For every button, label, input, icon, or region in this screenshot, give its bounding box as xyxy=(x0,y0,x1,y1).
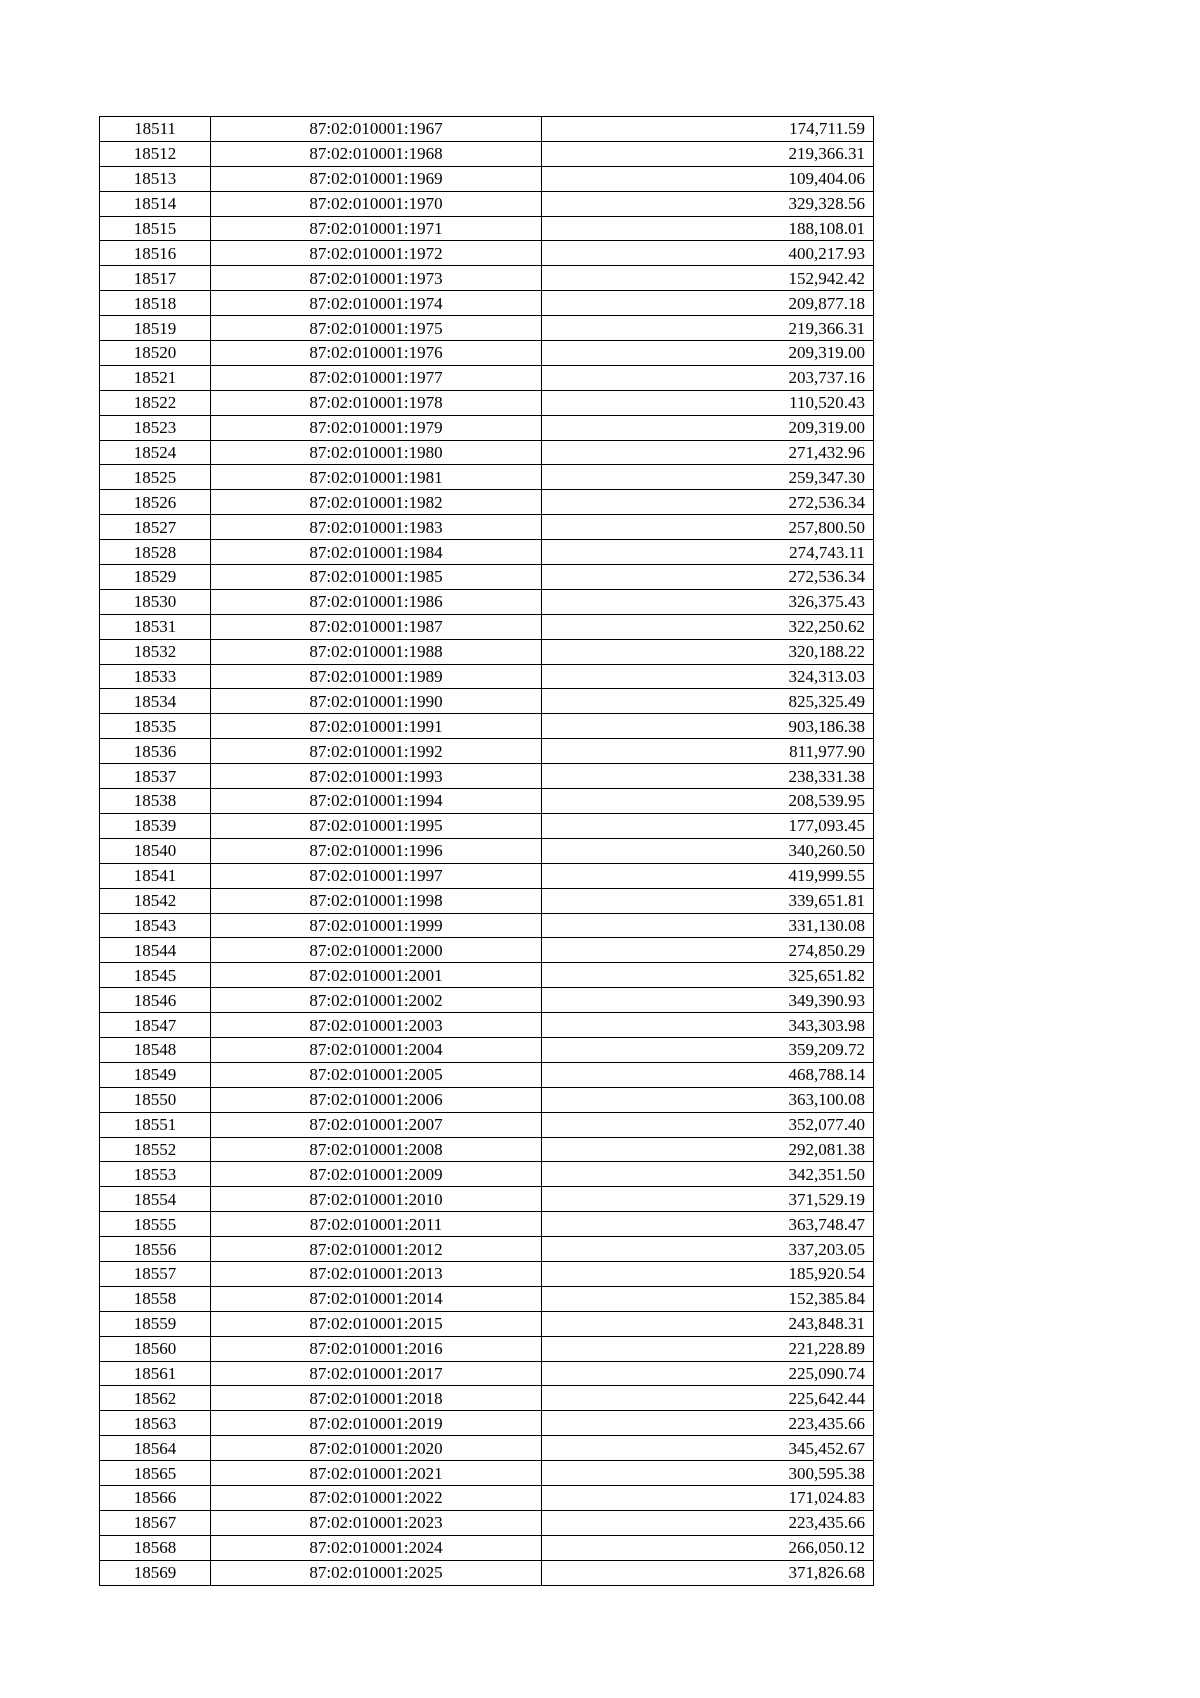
cadastral-value-cell: 152,385.84 xyxy=(542,1286,874,1311)
row-number-cell: 18558 xyxy=(100,1286,211,1311)
row-number-cell: 18511 xyxy=(100,117,211,142)
row-number-cell: 18561 xyxy=(100,1361,211,1386)
cadastral-number-cell: 87:02:010001:1976 xyxy=(211,341,542,366)
table-row xyxy=(100,988,874,1013)
table-row xyxy=(100,341,874,366)
table-row xyxy=(100,1212,874,1237)
row-number-cell: 18537 xyxy=(100,764,211,789)
cadastral-number-cell: 87:02:010001:1983 xyxy=(211,515,542,540)
cadastral-value-cell: 339,651.81 xyxy=(542,888,874,913)
cadastral-number-cell: 87:02:010001:2025 xyxy=(211,1560,542,1585)
table-row xyxy=(100,938,874,963)
table-row xyxy=(100,913,874,938)
table-row xyxy=(100,888,874,913)
cadastral-number-cell: 87:02:010001:1994 xyxy=(211,789,542,814)
cadastral-value-cell: 219,366.31 xyxy=(542,316,874,341)
row-number-cell: 18552 xyxy=(100,1137,211,1162)
table-row xyxy=(100,1411,874,1436)
table-row xyxy=(100,415,874,440)
row-number-cell: 18542 xyxy=(100,888,211,913)
cadastral-number-cell: 87:02:010001:2010 xyxy=(211,1187,542,1212)
cadastral-number-cell: 87:02:010001:2011 xyxy=(211,1212,542,1237)
row-number-cell: 18546 xyxy=(100,988,211,1013)
table-row xyxy=(100,1461,874,1486)
row-number-cell: 18524 xyxy=(100,440,211,465)
table-row xyxy=(100,1386,874,1411)
row-number-cell: 18528 xyxy=(100,540,211,565)
row-number-cell: 18548 xyxy=(100,1037,211,1062)
row-number-cell: 18551 xyxy=(100,1112,211,1137)
cadastral-value-cell: 349,390.93 xyxy=(542,988,874,1013)
cadastral-value-cell: 238,331.38 xyxy=(542,764,874,789)
cadastral-value-cell: 257,800.50 xyxy=(542,515,874,540)
cadastral-number-cell: 87:02:010001:2003 xyxy=(211,1013,542,1038)
cadastral-number-cell: 87:02:010001:1990 xyxy=(211,689,542,714)
cadastral-number-cell: 87:02:010001:2002 xyxy=(211,988,542,1013)
table-row xyxy=(100,117,874,142)
cadastral-number-cell: 87:02:010001:1995 xyxy=(211,813,542,838)
row-number-cell: 18517 xyxy=(100,266,211,291)
cadastral-number-cell: 87:02:010001:2001 xyxy=(211,963,542,988)
cadastral-value-cell: 903,186.38 xyxy=(542,714,874,739)
cadastral-value-cell: 266,050.12 xyxy=(542,1535,874,1560)
row-number-cell: 18527 xyxy=(100,515,211,540)
cadastral-number-cell: 87:02:010001:1970 xyxy=(211,191,542,216)
table-row xyxy=(100,440,874,465)
table-row xyxy=(100,1037,874,1062)
table-row xyxy=(100,540,874,565)
table-row xyxy=(100,1436,874,1461)
table-row xyxy=(100,166,874,191)
cadastral-value-cell: 174,711.59 xyxy=(542,117,874,142)
cadastral-number-cell: 87:02:010001:2020 xyxy=(211,1436,542,1461)
table-row xyxy=(100,490,874,515)
cadastral-value-table xyxy=(99,116,874,1586)
table-row xyxy=(100,714,874,739)
row-number-cell: 18563 xyxy=(100,1411,211,1436)
cadastral-value-cell: 209,877.18 xyxy=(542,291,874,316)
table-row xyxy=(100,1062,874,1087)
row-number-cell: 18547 xyxy=(100,1013,211,1038)
row-number-cell: 18543 xyxy=(100,913,211,938)
table-row xyxy=(100,1286,874,1311)
table-row xyxy=(100,266,874,291)
cadastral-number-cell: 87:02:010001:2023 xyxy=(211,1510,542,1535)
cadastral-value-cell: 326,375.43 xyxy=(542,589,874,614)
table-row xyxy=(100,689,874,714)
cadastral-value-cell: 363,748.47 xyxy=(542,1212,874,1237)
cadastral-number-cell: 87:02:010001:1967 xyxy=(211,117,542,142)
table-row xyxy=(100,1336,874,1361)
cadastral-value-cell: 208,539.95 xyxy=(542,789,874,814)
cadastral-number-cell: 87:02:010001:1972 xyxy=(211,241,542,266)
row-number-cell: 18550 xyxy=(100,1087,211,1112)
row-number-cell: 18557 xyxy=(100,1261,211,1286)
cadastral-number-cell: 87:02:010001:2016 xyxy=(211,1336,542,1361)
cadastral-value-cell: 274,850.29 xyxy=(542,938,874,963)
table-row xyxy=(100,1361,874,1386)
cadastral-value-cell: 811,977.90 xyxy=(542,739,874,764)
cadastral-number-cell: 87:02:010001:1996 xyxy=(211,838,542,863)
row-number-cell: 18562 xyxy=(100,1386,211,1411)
row-number-cell: 18514 xyxy=(100,191,211,216)
cadastral-number-cell: 87:02:010001:2008 xyxy=(211,1137,542,1162)
table-row xyxy=(100,1510,874,1535)
cadastral-value-cell: 243,848.31 xyxy=(542,1311,874,1336)
cadastral-value-cell: 340,260.50 xyxy=(542,838,874,863)
cadastral-number-cell: 87:02:010001:1999 xyxy=(211,913,542,938)
cadastral-number-cell: 87:02:010001:1993 xyxy=(211,764,542,789)
table-body xyxy=(100,117,874,1586)
cadastral-number-cell: 87:02:010001:1985 xyxy=(211,565,542,590)
row-number-cell: 18512 xyxy=(100,141,211,166)
table-row xyxy=(100,141,874,166)
row-number-cell: 18534 xyxy=(100,689,211,714)
cadastral-number-cell: 87:02:010001:1981 xyxy=(211,465,542,490)
cadastral-number-cell: 87:02:010001:1971 xyxy=(211,216,542,241)
row-number-cell: 18515 xyxy=(100,216,211,241)
cadastral-value-cell: 185,920.54 xyxy=(542,1261,874,1286)
cadastral-number-cell: 87:02:010001:2018 xyxy=(211,1386,542,1411)
cadastral-number-cell: 87:02:010001:1968 xyxy=(211,141,542,166)
cadastral-number-cell: 87:02:010001:1979 xyxy=(211,415,542,440)
cadastral-number-cell: 87:02:010001:2000 xyxy=(211,938,542,963)
cadastral-value-cell: 342,351.50 xyxy=(542,1162,874,1187)
cadastral-number-cell: 87:02:010001:2024 xyxy=(211,1535,542,1560)
table-row xyxy=(100,1112,874,1137)
cadastral-number-cell: 87:02:010001:1977 xyxy=(211,365,542,390)
cadastral-number-cell: 87:02:010001:2014 xyxy=(211,1286,542,1311)
row-number-cell: 18521 xyxy=(100,365,211,390)
table-row xyxy=(100,789,874,814)
cadastral-number-cell: 87:02:010001:1982 xyxy=(211,490,542,515)
row-number-cell: 18553 xyxy=(100,1162,211,1187)
cadastral-value-cell: 359,209.72 xyxy=(542,1037,874,1062)
table-row xyxy=(100,1162,874,1187)
cadastral-value-cell: 322,250.62 xyxy=(542,614,874,639)
row-number-cell: 18565 xyxy=(100,1461,211,1486)
table-row xyxy=(100,639,874,664)
table-row xyxy=(100,1560,874,1585)
cadastral-number-cell: 87:02:010001:2007 xyxy=(211,1112,542,1137)
row-number-cell: 18560 xyxy=(100,1336,211,1361)
cadastral-number-cell: 87:02:010001:1975 xyxy=(211,316,542,341)
cadastral-value-cell: 209,319.00 xyxy=(542,341,874,366)
cadastral-number-cell: 87:02:010001:1998 xyxy=(211,888,542,913)
table-row xyxy=(100,565,874,590)
cadastral-value-cell: 337,203.05 xyxy=(542,1237,874,1262)
table-row xyxy=(100,1187,874,1212)
row-number-cell: 18532 xyxy=(100,639,211,664)
row-number-cell: 18533 xyxy=(100,664,211,689)
cadastral-number-cell: 87:02:010001:2009 xyxy=(211,1162,542,1187)
row-number-cell: 18541 xyxy=(100,863,211,888)
row-number-cell: 18531 xyxy=(100,614,211,639)
cadastral-value-cell: 219,366.31 xyxy=(542,141,874,166)
table-row xyxy=(100,813,874,838)
table-row xyxy=(100,589,874,614)
row-number-cell: 18566 xyxy=(100,1485,211,1510)
cadastral-value-cell: 331,130.08 xyxy=(542,913,874,938)
cadastral-value-cell: 272,536.34 xyxy=(542,565,874,590)
row-number-cell: 18549 xyxy=(100,1062,211,1087)
cadastral-value-cell: 292,081.38 xyxy=(542,1137,874,1162)
cadastral-number-cell: 87:02:010001:1974 xyxy=(211,291,542,316)
cadastral-number-cell: 87:02:010001:1969 xyxy=(211,166,542,191)
cadastral-value-cell: 825,325.49 xyxy=(542,689,874,714)
table-row xyxy=(100,1261,874,1286)
cadastral-number-cell: 87:02:010001:1988 xyxy=(211,639,542,664)
cadastral-value-cell: 371,826.68 xyxy=(542,1560,874,1585)
cadastral-value-cell: 343,303.98 xyxy=(542,1013,874,1038)
table-row xyxy=(100,465,874,490)
row-number-cell: 18526 xyxy=(100,490,211,515)
cadastral-value-cell: 352,077.40 xyxy=(542,1112,874,1137)
row-number-cell: 18522 xyxy=(100,390,211,415)
cadastral-number-cell: 87:02:010001:2021 xyxy=(211,1461,542,1486)
cadastral-value-cell: 221,228.89 xyxy=(542,1336,874,1361)
table-row xyxy=(100,1535,874,1560)
row-number-cell: 18536 xyxy=(100,739,211,764)
cadastral-value-cell: 177,093.45 xyxy=(542,813,874,838)
cadastral-value-cell: 419,999.55 xyxy=(542,863,874,888)
cadastral-number-cell: 87:02:010001:1973 xyxy=(211,266,542,291)
cadastral-value-cell: 171,024.83 xyxy=(542,1485,874,1510)
cadastral-value-cell: 320,188.22 xyxy=(542,639,874,664)
table-row xyxy=(100,1013,874,1038)
row-number-cell: 18520 xyxy=(100,341,211,366)
cadastral-value-cell: 363,100.08 xyxy=(542,1087,874,1112)
row-number-cell: 18569 xyxy=(100,1560,211,1585)
cadastral-value-cell: 329,328.56 xyxy=(542,191,874,216)
cadastral-number-cell: 87:02:010001:2015 xyxy=(211,1311,542,1336)
cadastral-value-cell: 324,313.03 xyxy=(542,664,874,689)
table-row xyxy=(100,963,874,988)
cadastral-value-cell: 468,788.14 xyxy=(542,1062,874,1087)
table-row xyxy=(100,316,874,341)
cadastral-number-cell: 87:02:010001:2012 xyxy=(211,1237,542,1262)
row-number-cell: 18540 xyxy=(100,838,211,863)
table-row xyxy=(100,515,874,540)
table-row xyxy=(100,1485,874,1510)
cadastral-value-cell: 109,404.06 xyxy=(542,166,874,191)
cadastral-number-cell: 87:02:010001:1984 xyxy=(211,540,542,565)
row-number-cell: 18523 xyxy=(100,415,211,440)
row-number-cell: 18568 xyxy=(100,1535,211,1560)
table-row xyxy=(100,1311,874,1336)
cadastral-number-cell: 87:02:010001:2004 xyxy=(211,1037,542,1062)
cadastral-value-cell: 223,435.66 xyxy=(542,1411,874,1436)
cadastral-number-cell: 87:02:010001:2022 xyxy=(211,1485,542,1510)
cadastral-number-cell: 87:02:010001:1980 xyxy=(211,440,542,465)
row-number-cell: 18519 xyxy=(100,316,211,341)
cadastral-value-cell: 300,595.38 xyxy=(542,1461,874,1486)
row-number-cell: 18525 xyxy=(100,465,211,490)
row-number-cell: 18516 xyxy=(100,241,211,266)
cadastral-number-cell: 87:02:010001:2019 xyxy=(211,1411,542,1436)
table-row xyxy=(100,216,874,241)
row-number-cell: 18538 xyxy=(100,789,211,814)
cadastral-value-cell: 110,520.43 xyxy=(542,390,874,415)
table-row xyxy=(100,390,874,415)
row-number-cell: 18530 xyxy=(100,589,211,614)
table-row xyxy=(100,1087,874,1112)
cadastral-value-cell: 188,108.01 xyxy=(542,216,874,241)
cadastral-number-cell: 87:02:010001:1997 xyxy=(211,863,542,888)
table-row xyxy=(100,614,874,639)
row-number-cell: 18544 xyxy=(100,938,211,963)
table-row xyxy=(100,241,874,266)
cadastral-value-cell: 225,090.74 xyxy=(542,1361,874,1386)
cadastral-number-cell: 87:02:010001:2017 xyxy=(211,1361,542,1386)
cadastral-value-cell: 209,319.00 xyxy=(542,415,874,440)
row-number-cell: 18555 xyxy=(100,1212,211,1237)
cadastral-number-cell: 87:02:010001:2006 xyxy=(211,1087,542,1112)
cadastral-value-cell: 400,217.93 xyxy=(542,241,874,266)
table-row xyxy=(100,1237,874,1262)
table-row xyxy=(100,1137,874,1162)
table-row xyxy=(100,764,874,789)
row-number-cell: 18556 xyxy=(100,1237,211,1262)
cadastral-number-cell: 87:02:010001:1989 xyxy=(211,664,542,689)
cadastral-number-cell: 87:02:010001:1978 xyxy=(211,390,542,415)
table-row xyxy=(100,191,874,216)
row-number-cell: 18545 xyxy=(100,963,211,988)
cadastral-value-cell: 259,347.30 xyxy=(542,465,874,490)
cadastral-number-cell: 87:02:010001:2005 xyxy=(211,1062,542,1087)
cadastral-number-cell: 87:02:010001:1986 xyxy=(211,589,542,614)
cadastral-value-cell: 272,536.34 xyxy=(542,490,874,515)
row-number-cell: 18539 xyxy=(100,813,211,838)
cadastral-value-cell: 271,432.96 xyxy=(542,440,874,465)
table-row xyxy=(100,291,874,316)
row-number-cell: 18559 xyxy=(100,1311,211,1336)
row-number-cell: 18518 xyxy=(100,291,211,316)
cadastral-value-cell: 274,743.11 xyxy=(542,540,874,565)
cadastral-number-cell: 87:02:010001:1987 xyxy=(211,614,542,639)
row-number-cell: 18529 xyxy=(100,565,211,590)
cadastral-value-cell: 345,452.67 xyxy=(542,1436,874,1461)
table-row xyxy=(100,863,874,888)
row-number-cell: 18513 xyxy=(100,166,211,191)
cadastral-number-cell: 87:02:010001:2013 xyxy=(211,1261,542,1286)
cadastral-number-cell: 87:02:010001:1992 xyxy=(211,739,542,764)
table-row xyxy=(100,365,874,390)
table-row xyxy=(100,838,874,863)
row-number-cell: 18564 xyxy=(100,1436,211,1461)
cadastral-value-cell: 223,435.66 xyxy=(542,1510,874,1535)
row-number-cell: 18554 xyxy=(100,1187,211,1212)
row-number-cell: 18567 xyxy=(100,1510,211,1535)
cadastral-value-cell: 203,737.16 xyxy=(542,365,874,390)
table-row xyxy=(100,739,874,764)
row-number-cell: 18535 xyxy=(100,714,211,739)
cadastral-value-cell: 152,942.42 xyxy=(542,266,874,291)
cadastral-number-cell: 87:02:010001:1991 xyxy=(211,714,542,739)
cadastral-value-cell: 325,651.82 xyxy=(542,963,874,988)
cadastral-value-cell: 371,529.19 xyxy=(542,1187,874,1212)
table-row xyxy=(100,664,874,689)
cadastral-value-cell: 225,642.44 xyxy=(542,1386,874,1411)
